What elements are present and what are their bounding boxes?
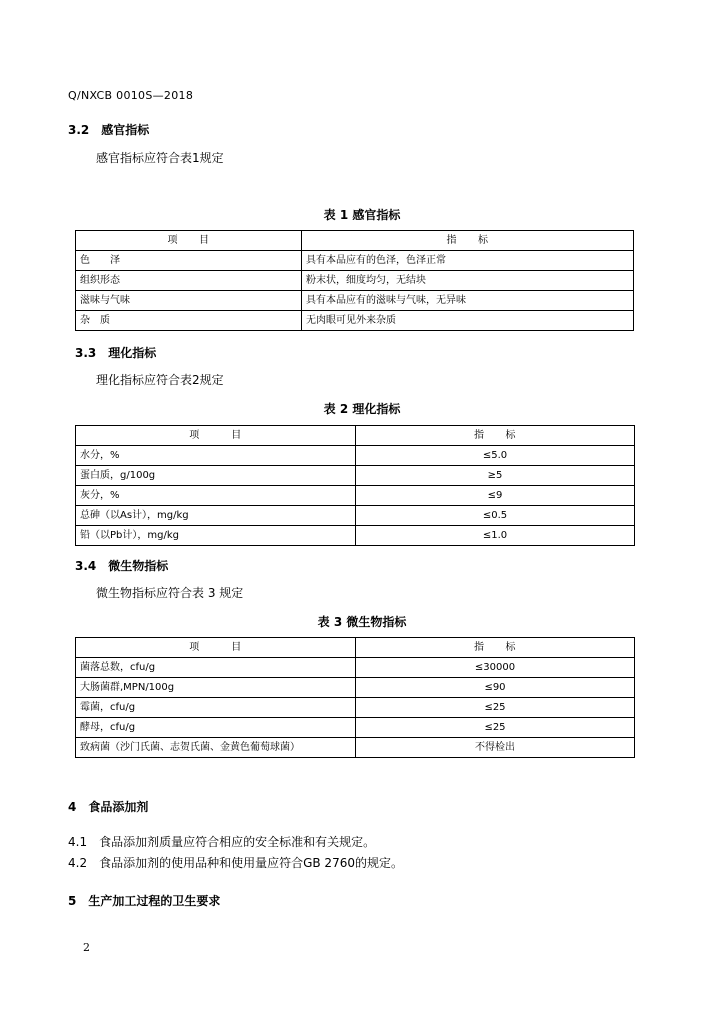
table-cell: ≤1.0 — [356, 526, 635, 546]
section-3-3-text: 理化指标应符合表2规定 — [96, 373, 224, 387]
table-2-caption: 表 2 理化指标 — [323, 402, 401, 416]
section-3-2-heading: 3.2 感官指标 — [68, 123, 150, 137]
table-row — [76, 526, 635, 546]
table-cell: ≤25 — [356, 718, 635, 738]
table-cell: 菌落总数，cfu/g — [76, 658, 356, 678]
table-cell: ≤9 — [356, 486, 635, 506]
table-row — [76, 678, 635, 698]
table-cell: 色 泽 — [76, 251, 302, 271]
table-header-cell: 指 标 — [302, 231, 634, 251]
table-3-microbiological — [75, 637, 635, 758]
section-3-3-heading: 3.3 理化指标 — [75, 346, 157, 360]
table-cell: 粉末状，细度均匀，无结块 — [302, 271, 634, 291]
table-cell: 无肉眼可见外来杂质 — [302, 311, 634, 331]
table-row — [76, 466, 635, 486]
table-row — [76, 271, 634, 291]
table-row — [76, 251, 634, 271]
section-3-2-text: 感官指标应符合表1规定 — [96, 151, 224, 165]
table-3-caption: 表 3 微生物指标 — [317, 615, 407, 629]
table-cell: 蛋白质，g/100g — [76, 466, 356, 486]
table-cell: 组织形态 — [76, 271, 302, 291]
table-row — [76, 311, 634, 331]
table-cell: 总砷（以As计），mg/kg — [76, 506, 356, 526]
table-row — [76, 291, 634, 311]
table-header-cell: 项 目 — [76, 231, 302, 251]
table-cell: ≤90 — [356, 678, 635, 698]
table-header-cell: 指 标 — [356, 426, 635, 446]
section-3-4-text: 微生物指标应符合表 3 规定 — [96, 586, 244, 600]
table-row — [76, 738, 635, 758]
table-1-caption: 表 1 感官指标 — [323, 208, 401, 222]
table-cell: 具有本品应有的色泽，色泽正常 — [302, 251, 634, 271]
table-header-row — [76, 231, 634, 251]
table-row — [76, 698, 635, 718]
section-3-4-heading: 3.4 微生物指标 — [75, 559, 169, 573]
section-4-2-text: 4.2 食品添加剂的使用品种和使用量应符合GB 2760的规定。 — [68, 856, 403, 870]
table-cell: 灰分，% — [76, 486, 356, 506]
table-row — [76, 718, 635, 738]
table-header-cell: 指 标 — [356, 638, 635, 658]
table-cell: ≥5 — [356, 466, 635, 486]
table-header-row — [76, 638, 635, 658]
table-cell: 酵母，cfu/g — [76, 718, 356, 738]
section-5-heading: 5 生产加工过程的卫生要求 — [68, 894, 221, 908]
table-cell: 霉菌，cfu/g — [76, 698, 356, 718]
table-header-row — [76, 426, 635, 446]
table-row — [76, 506, 635, 526]
table-cell: 铅（以Pb计），mg/kg — [76, 526, 356, 546]
table-cell: 具有本品应有的滋味与气味，无异味 — [302, 291, 634, 311]
page-number: 2 — [83, 941, 90, 954]
section-4-heading: 4 食品添加剂 — [68, 800, 149, 814]
standard-number: Q/NXCB 0010S—2018 — [68, 89, 194, 102]
table-cell: ≤5.0 — [356, 446, 635, 466]
table-cell: 水分，% — [76, 446, 356, 466]
table-row — [76, 486, 635, 506]
section-4-1-text: 4.1 食品添加剂质量应符合相应的安全标准和有关规定。 — [68, 835, 376, 849]
table-cell: 滋味与气味 — [76, 291, 302, 311]
table-cell: 致病菌（沙门氏菌、志贺氏菌、金黄色葡萄球菌） — [76, 738, 356, 758]
table-cell: 大肠菌群,MPN/100g — [76, 678, 356, 698]
table-1-sensory — [75, 230, 634, 331]
table-cell: 杂 质 — [76, 311, 302, 331]
table-2-physicochemical — [75, 425, 635, 546]
table-cell: ≤0.5 — [356, 506, 635, 526]
table-cell: 不得检出 — [356, 738, 635, 758]
table-row — [76, 658, 635, 678]
table-cell: ≤25 — [356, 698, 635, 718]
table-header-cell: 项 目 — [76, 426, 356, 446]
table-row — [76, 446, 635, 466]
table-cell: ≤30000 — [356, 658, 635, 678]
table-header-cell: 项 目 — [76, 638, 356, 658]
